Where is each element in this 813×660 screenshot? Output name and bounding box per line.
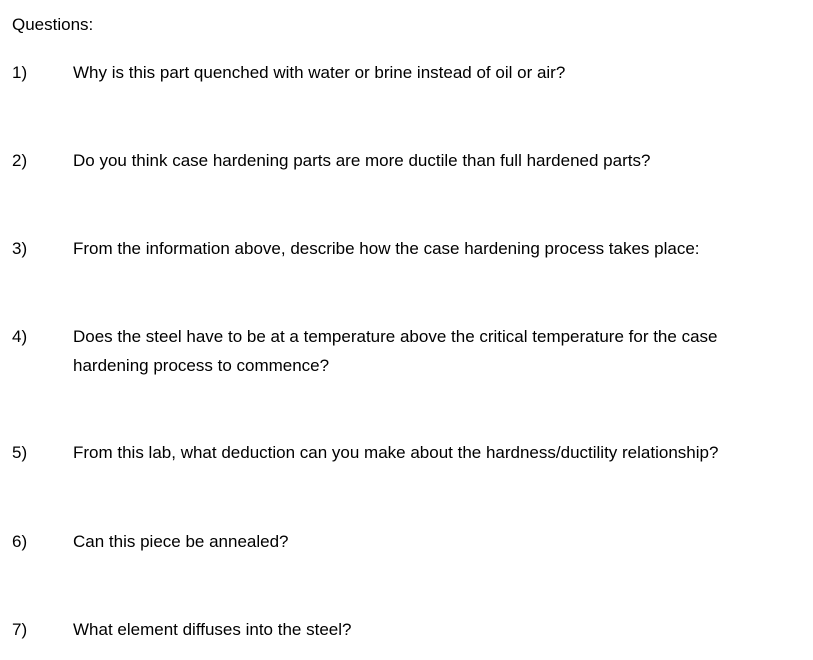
- question-text: Does the steel have to be at a temperature above the critical temperature for the case hardening process to commence?: [73, 327, 718, 375]
- question-text: From this lab, what deduction can you make about the hardness/ductility relationship?: [73, 443, 719, 462]
- question-text: Can this piece be annealed?: [73, 532, 289, 551]
- question-number: 2): [12, 151, 28, 170]
- question-text: What element diffuses into the steel?: [73, 620, 352, 639]
- question-text: From the information above, describe how the case hardening process takes place:: [73, 239, 700, 258]
- question-number: 3): [12, 239, 28, 258]
- question-text: Do you think case hardening parts are more ductile than full hardened parts?: [73, 151, 651, 170]
- questions-heading: Questions:: [12, 15, 94, 34]
- question-number: 6): [12, 532, 28, 551]
- question-number: 7): [12, 620, 28, 639]
- question-number: 4): [12, 327, 28, 346]
- question-number: 1): [12, 63, 28, 82]
- question-text: Why is this part quenched with water or brine instead of oil or air?: [73, 63, 566, 82]
- question-number: 5): [12, 443, 28, 462]
